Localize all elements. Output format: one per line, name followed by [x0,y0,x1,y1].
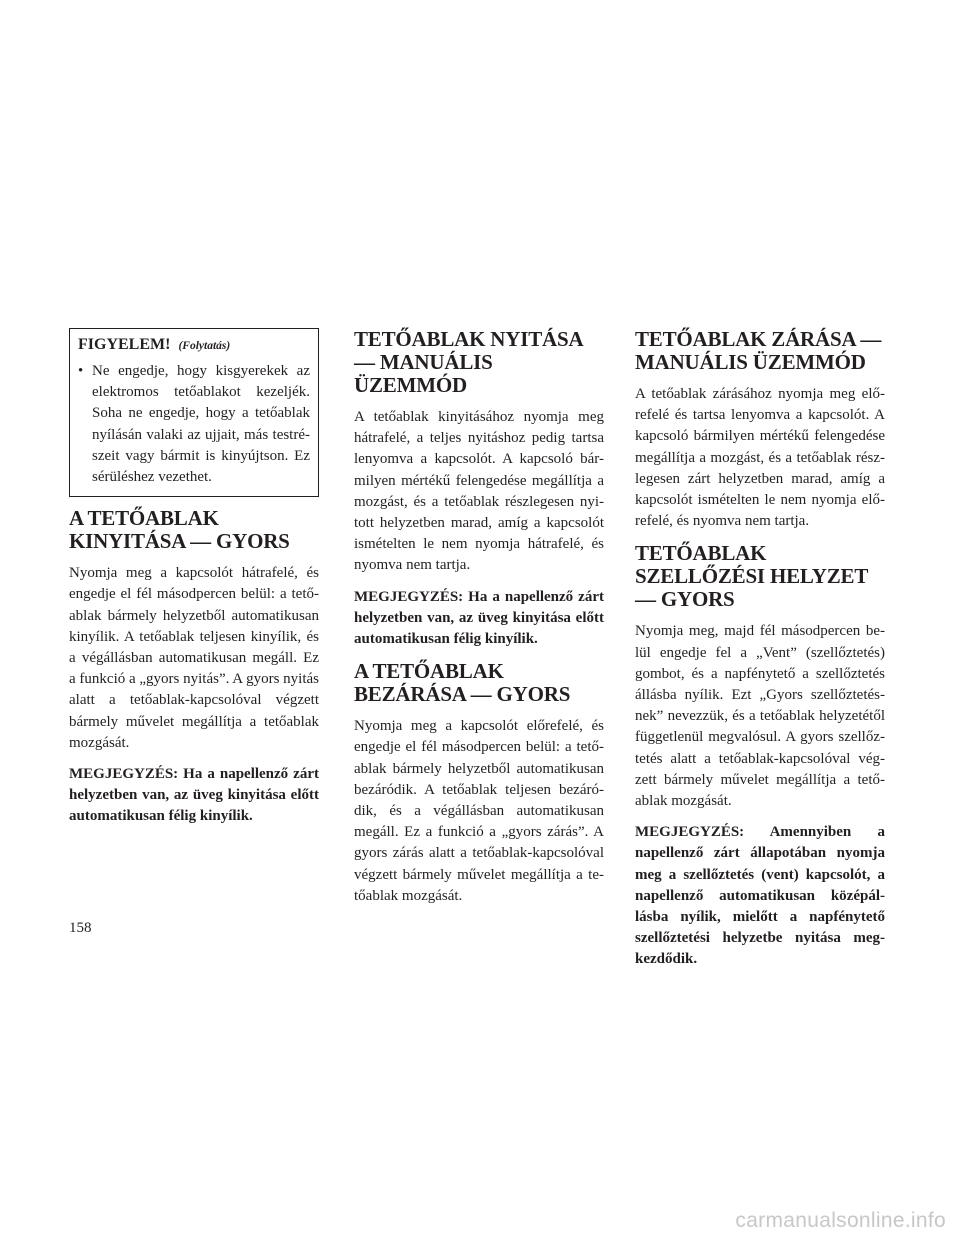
section-note-manual-open: MEGJEGYZÉS: Ha a napellenző zárt helyzetben van, az üveg kinyitása előtt automatikusan félig kinyílik. [354,588,604,648]
warning-header [78,335,310,355]
section-title-quick-close: A TETŐABLAK BEZÁRÁSA — GYORS [354,659,571,707]
page-number: 158 [69,920,92,936]
section-body-quick-vent: Nyomja meg, majd fél másodpercen be-lül engedje fel a „Vent” (szellőztetés) gombot, és a napfénytető a szellőztetés állásba nyílik. Ezt „Gyors szellőztetés-nek” nevezzük, és a tetőablak helyzetétől függetlenül megvalósul. A gyors szellőz-tetés alatt a tetőablak-kapcsolóval vég-zett bármely művelet megállítja a tető-ablak mozgását. [635,623,885,810]
section-title-manual-close: TETŐABLAK ZÁRÁSA — MANUÁLIS ÜZEMMÓD [635,327,882,374]
section-title-quick-open: A TETŐABLAK KINYITÁSA — GYORS [69,506,290,554]
warning-continued: (Folytatás) [178,340,231,352]
section-body-quick-close: Nyomja meg a kapcsolót előrefelé, és engedje el fél másodpercen belül: a tető-ablak bármely helyzetből automatikusan bezáródik. A tetőablak teljesen bezáró-dik, és a végállásban automatikusan megáll. Ez a funkció a „gyors zárás”. A gyors zárás alatt a tetőablak-kapcsolóval végzett bármely művelet megállítja a te-tőablak mozgását. [354,718,604,904]
section-title-manual-open: TETŐABLAK NYITÁSA — MANUÁLIS ÜZEMMÓD [354,327,583,397]
warning-title: FIGYELEM! [78,336,171,353]
section-title-quick-vent: TETŐABLAK SZELLŐZÉSI HELYZET — GYORS [635,541,868,612]
warning-list-item [78,361,310,488]
column-middle [354,328,604,917]
watermark: carmanualsonline.info [735,1209,946,1232]
warning-text: Ne engedje, hogy kisgyerekek az elektromos tetőablakot kezeljék. Soha ne engedje, hogy a tetőablak nyílásán valaki az ujjait, más testré-szeit vagy bármit is kinyújtson. Ez sérüléshez vezethet. [92,363,310,486]
column-right [635,328,885,981]
section-note-quick-open: MEGJEGYZÉS: Ha a napellenző zárt helyzetben van, az üveg kinyitása előtt automatikusan félig kinyílik. [69,766,319,825]
bullet-icon: • [78,363,84,379]
section-note-quick-vent: MEGJEGYZÉS: Amennyiben a napellenző zárt állapotában nyomja meg a szellőztetés (vent) kapcsolót, a napellenző automatikusan középál-lásba nyílik, mielőtt a napfénytető szellőztetési helyzetbe nyitása meg-kezdődik. [635,824,885,968]
section-body-manual-open: A tetőablak kinyitásához nyomja meg hátrafelé, a teljes nyitáshoz pedig tartsa lenyomva a kapcsolót. A kapcsoló bár-milyen mértékű felengedése megállítja a mozgást, és a tetőablak részlegesen nyi-tott helyzetben marad, amíg a kapcsolót ismételten le nem nyomja hátrafelé, és nyomva nem tartja. [354,409,604,574]
section-body-quick-open: Nyomja meg a kapcsolót hátrafelé, és engedje el fél másodpercen belül: a tető-ablak bármely helyzetből automatikusan kinyílik. A tetőablak teljesen kinyílik, és a végállásban automatikusan megáll. Ez a funkció a „gyors nyitás”. A gyors nyitás alatt a tetőablak-kapcsolóval végzett bármely művelet megállítja a tetőablak mozgását. [69,565,319,751]
section-body-manual-close: A tetőablak zárásához nyomja meg elő-refelé és tartsa lenyomva a kapcsolót. A kapcsoló bármilyen mértékű felengedése megállítja a mozgást, és a tetőablak rész-legesen zárt helyzetben marad, amíg a kapcsolót ismételten le nem nyomja elő-refelé, és nyomva nem tartja. [635,386,885,530]
warning-box [69,328,319,497]
column-left [69,328,319,838]
